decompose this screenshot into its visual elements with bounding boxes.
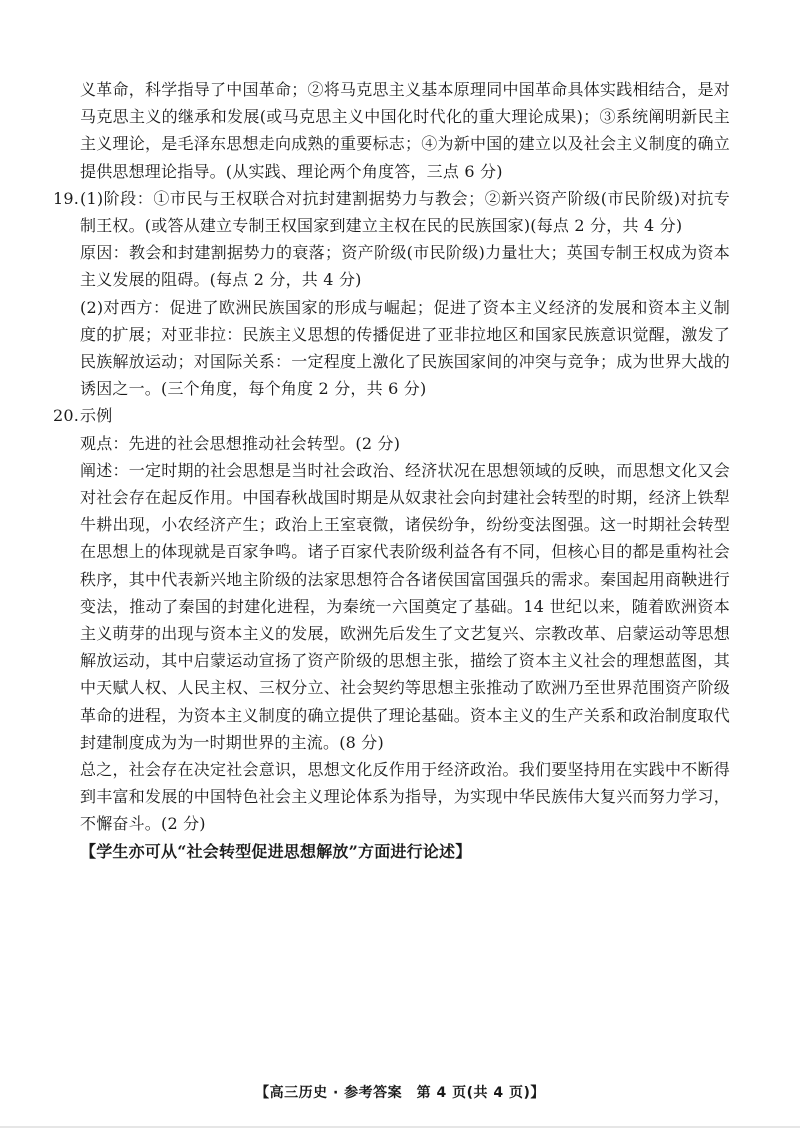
page-footer: 【高三历史 · 参考答案 第 4 页(共 4 页)】	[255, 1085, 545, 1101]
q18-continuation: 义革命，科学指导了中国革命；②将马克思主义基本原理同中国革命具体实践相结合，是对马克思主义的继承和发展(或马克思主义中国化时代化的重大理论成果)；③系统阐明新民主主义理论，是毛泽东思想走向成熟的重要标志；④为新中国的建立以及社会主义制度的确立提供思想理论指导。(从实践、理论两个角度答，三点 6 分)	[80, 80, 730, 181]
question-19-number: 19.	[53, 188, 80, 208]
q19-part1-stages: (1)阶段：①市民与王权联合对抗封建割据势力与教会；②新兴资产阶级(市民阶级)对抗专制王权。(或答从建立专制王权国家到建立主权在民的民族国家)(每点 2 分，共 4 分)	[80, 188, 730, 236]
question-19	[53, 185, 730, 403]
q20-conclusion: 总之，社会存在决定社会意识，思想文化反作用于经济政治。我们要坚持用在实践中不断得到丰富和发展的中国特色社会主义理论体系为指导，为实现中华民族伟大复兴而努力学习，不懈奋斗。(2 分)	[80, 760, 730, 834]
answer-content	[53, 76, 730, 865]
q19-part2-impact: (2)对西方：促进了欧洲民族国家的形成与崛起；促进了资本主义经济的发展和资本主义制度的扩展；对亚非拉：民族主义思想的传播促进了亚非拉地区和国家民族意识觉醒，激发了民族解放运动；对国际关系：一定程度上激化了民族国家间的冲突与竞争；成为世界大战的诱因之一。(三个角度，每个角度 2 分，共 6 分)	[80, 297, 730, 399]
q20-example-label: 示例	[80, 406, 113, 426]
q20-viewpoint: 观点：先进的社会思想推动社会转型。(2 分)	[80, 433, 401, 453]
question-20-number: 20.	[53, 406, 80, 426]
q20-argument: 阐述：一定时期的社会思想是当时社会政治、经济状况在思想领域的反映，而思想文化又会对社会存在起反作用。中国春秋战国时期是从奴隶社会向封建社会转型的时期，经济上铁犁牛耕出现，小农经济产生；政治上王室衰微，诸侯纷争，纷纷变法图强。这一时期社会转型在思想上的体现就是百家争鸣。诸子百家代表阶级利益各有不同，但核心目的都是重构社会秩序，其中代表新兴地主阶级的法家思想符合各诸侯国富国强兵的需求。秦国起用商鞅进行变法，推动了秦国的封建化进程，为秦统一六国奠定了基础。14 世纪以来，随着欧洲资本主义萌芽的出现与资本主义的发展，欧洲先后发生了文艺复兴、宗教改革、启蒙运动等思想解放运动，其中启蒙运动宣扬了资产阶级的思想主张，描绘了资本主义社会的理想蓝图，其中天赋人权、人民主权、三权分立、社会契约等思想主张推动了欧洲乃至世界范围资产阶级革命的进程，为资本主义制度的确立提供了理论基础。资本主义的生产关系和政治制度取代封建制度成为为一时期世界的主流。(8 分)	[80, 460, 730, 752]
q19-part1-reasons: 原因：教会和封建割据势力的衰落；资产阶级(市民阶级)力量壮大；英国专制王权成为资本主义发展的阻碍。(每点 2 分，共 4 分)	[80, 243, 730, 290]
question-20	[53, 402, 730, 864]
bottom-divider	[0, 1126, 800, 1128]
q20-note: 【学生亦可从“社会转型促进思想解放”方面进行论述】	[80, 841, 472, 861]
